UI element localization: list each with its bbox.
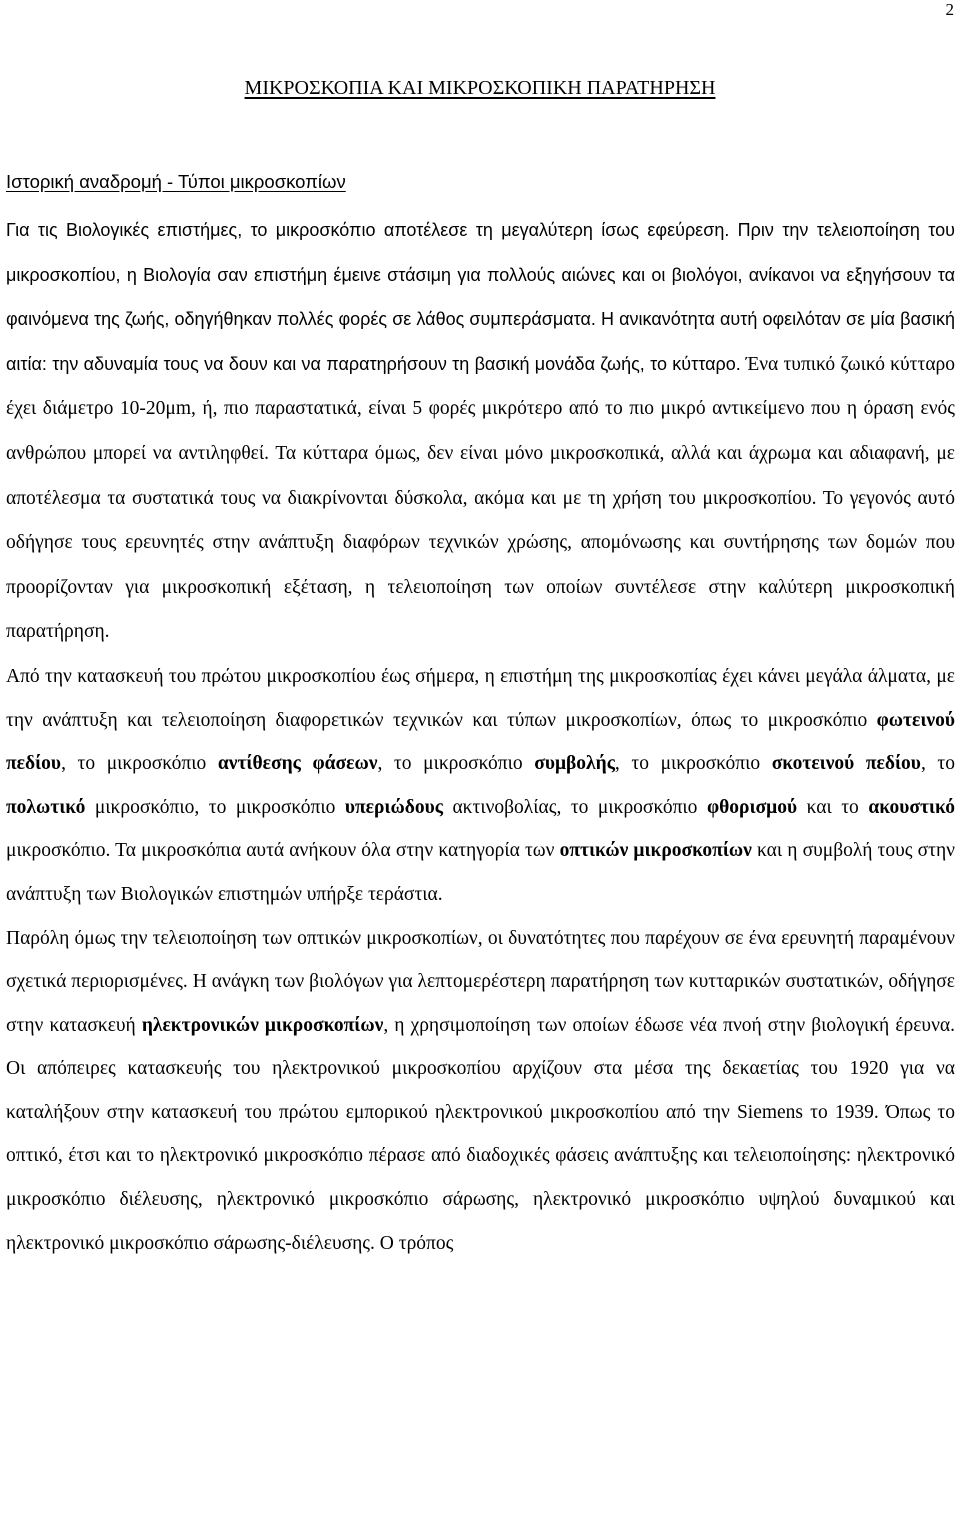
term-electron-microscopes: ηλεκτρονικών μικροσκοπίων [141,1014,384,1036]
term-phase-contrast: αντίθεσης φάσεων [217,753,378,775]
term-interference: συμβολής [534,753,615,775]
paragraph-intro-continued: Ένα τυπικό ζωικό κύτταρο έχει διάμετρο 10-20μm, ή, πιο παραστατικά, είναι 5 φορές μικρότερο από το πιο μικρό αντικείμενο που η όραση ενός ανθρώπου μπορεί να αντιληφθεί. Τα κύτταρα όμως, δεν είναι μόνο μικροσκοπικά, αλλά και άχρωμα και αδιαφανή, με αποτέλεσμα τα συστατικά τους να διακρίνονται δύσκολα, ακόμα και με τη χρήση του μικροσκοπίου. Το γεγονός αυτό οδήγησε τους ερευνητές στην ανάπτυξη διαφόρων τεχνικών χρώσης, απομόνωσης και συντήρησης των δομών που προορίζονταν για μικροσκοπική εξέταση, η τελειοποίηση των οποίων συντέλεσε στην καλύτερη μικροσκοπική παρατήρηση. [6,353,956,643]
text-segment: , το μικροσκόπιο [377,753,535,775]
text-segment: και η συμβολή τους στην ανάπτυξη των Βιολογικών επιστημών υπήρξε τεράστια. [6,840,955,905]
text-segment: μικροσκόπιο. Τα μικροσκόπια αυτά ανήκουν όλα στην κατηγορία των [6,840,560,862]
section-heading: Ιστορική αναδρομή - Τύποι μικροσκοπίων [6,171,346,192]
page-number: 2 [945,0,954,19]
text-segment: , η χρησιμοποίηση των οποίων έδωσε νέα πνοή στην βιολογική έρευνα. Οι απόπειρες κατασκευής του ηλεκτρονικού μικροσκοπίου αρχίζουν στα μέσα της δεκαετίας του 1920 για να καταλήξουν στην κατασκευή του πρώτου εμπορικού ηλεκτρονικού μικροσκοπίου από την Siemens το 1939. Όπως το οπτικό, έτσι και το ηλεκτρονικό μικροσκόπιο πέρασε από διαδοχικές φάσεις ανάπτυξης και τελειοποίησης: ηλεκτρονικό μικροσκόπιο διέλευσης, ηλεκτρονικό μικροσκόπιο σάρωσης, ηλεκτρονικό μικροσκόπιο υψηλού δυναμικού και ηλεκτρονικό μικροσκόπιο σάρωσης-διέλευσης. Ο τρόπος [6,1014,955,1254]
text-segment: Παρόλη όμως την τελειοποίηση των οπτικών μικροσκοπίων, οι δυνατότητες που παρέχουν σε ένα ερευνητή παραμένουν σχετικά περιορισμένες. Η ανάγκη των βιολόγων για λεπτομερέστερη παρατήρηση των κυτταρικών συστατικών, οδήγησε στην κατασκευή [6,927,955,1036]
term-acoustic: ακουστικό [868,796,955,818]
paragraph-intro [6,209,955,655]
text-segment: , το [920,753,955,775]
paragraph-microscope-types [6,655,955,917]
term-polarizing: πολωτικό [6,796,86,818]
text-segment: μικροσκόπιο, το μικροσκόπιο [85,796,345,818]
term-fluorescence: φθορισμού [706,796,798,818]
text-segment: , το μικροσκόπιο [61,753,218,775]
text-segment: , το μικροσκόπιο [614,753,772,775]
text-segment: και το [797,796,869,818]
term-dark-field: σκοτεινού πεδίου [771,753,921,775]
term-ultraviolet: υπεριώδους [344,796,443,818]
page-title: ΜΙΚΡΟΣΚΟΠΙΑ ΚΑΙ ΜΙΚΡΟΣΚΟΠΙΚΗ ΠΑΡΑΤΗΡΗΣΗ [244,77,716,99]
text-segment: ακτινοβολίας, το μικροσκόπιο [442,796,707,818]
text-segment: Από την κατασκευή του πρώτου μικροσκοπίου έως σήμερα, η επιστήμη της μικροσκοπίας έχει κάνει μεγάλα άλματα, με την ανάπτυξη και τελειοποίηση διαφορετικών τεχνικών και τύπων μικροσκοπίων, όπως το μικροσκόπιο [6,665,955,731]
paragraph-electron-microscopes [6,917,955,1266]
body-text [6,209,955,1265]
term-optical-microscopes: οπτικών μικροσκοπίων [559,840,752,862]
paragraph-intro-text: Για τις Βιολογικές επιστήμες, το μικροσκόπιο αποτέλεσε τη μεγαλύτερη ίσως εφεύρεση. Πριν την τελειοποίηση του μικροσκοπίου, η Βιολογία σαν επιστήμη έμεινε στάσιμη για πολλούς αιώνες και οι βιολόγοι, ανίκανοι να εξηγήσουν τα φαινόμενα της ζωής, οδηγήθηκαν πολλές φορές σε λάθος συμπεράσματα. Η ανικανότητα αυτή οφειλόταν σε μία βασική αιτία: την αδυναμία τους να δουν και να παρατηρήσουν τη βασική μονάδα ζωής, το κύτταρο. [6,220,955,374]
term-bright-field: φωτεινού πεδίου [6,709,955,775]
